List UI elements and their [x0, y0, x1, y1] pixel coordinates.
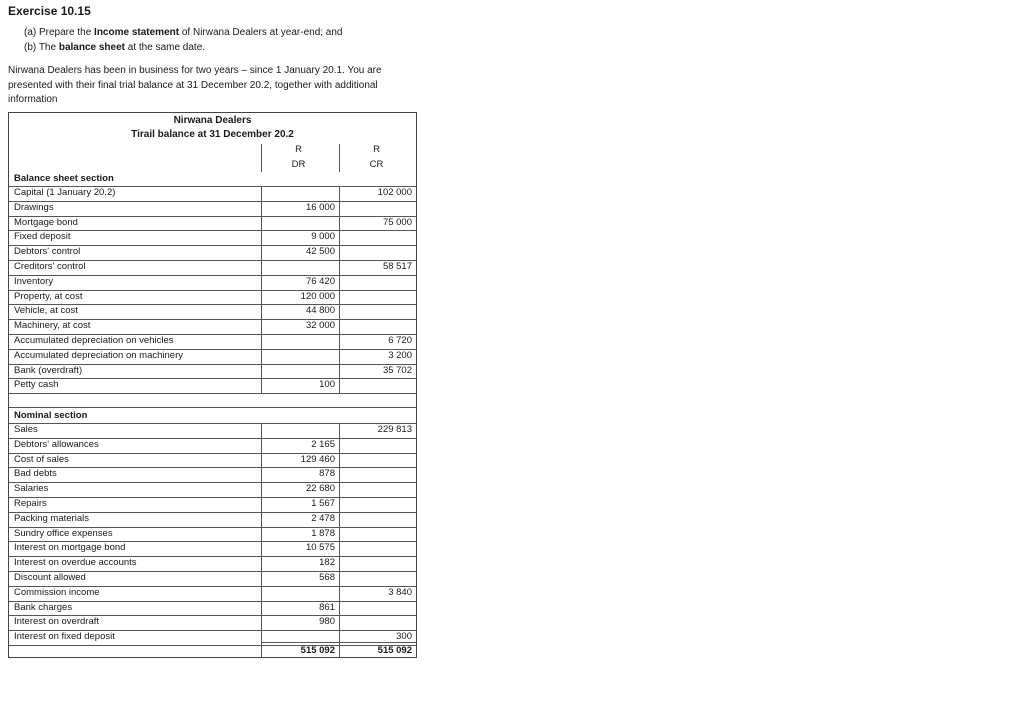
row-credit: 58 517 [382, 261, 412, 272]
col-divider-dr [261, 260, 262, 275]
table-row [9, 601, 416, 616]
row-debit: 10 575 [305, 542, 335, 554]
row-debit: 76 420 [305, 275, 335, 287]
col-divider-cr [339, 275, 340, 290]
row-credit: 3 200 [388, 349, 412, 361]
table-row [9, 319, 416, 334]
row-credit: 6 720 [388, 335, 412, 346]
table-row [9, 482, 416, 497]
row-label: Inventory [14, 275, 54, 287]
table-row [9, 541, 416, 556]
col-divider-cr [339, 571, 340, 586]
row-debit: 9 000 [311, 231, 335, 243]
row-label: Interest on overdue accounts [14, 557, 137, 569]
table-row [9, 615, 416, 630]
col-divider-dr [261, 186, 262, 201]
col-divider-cr [339, 497, 340, 512]
col-divider-cr [339, 319, 340, 334]
col-divider-cr [339, 230, 340, 245]
row-border [9, 453, 416, 454]
row-border [9, 201, 416, 202]
row-label: Debtors' control [14, 246, 81, 258]
table-row [9, 364, 416, 379]
col-divider-cr [339, 438, 340, 453]
row-label: Cost of sales [14, 453, 69, 465]
table-row [9, 186, 416, 201]
table-row [9, 467, 416, 482]
col-divider-cr [339, 541, 340, 556]
row-credit: 3 840 [388, 586, 412, 598]
row-label: Machinery, at cost [14, 320, 91, 332]
row-label: Sundry office expenses [14, 527, 113, 539]
row-debit: 129 460 [300, 453, 335, 465]
instruction-a-bold: Income statement [94, 27, 180, 38]
row-label: Mortgage bond [14, 216, 78, 228]
row-label: Creditors' control [14, 261, 86, 272]
row-label: Accumulated depreciation on vehicles [14, 335, 174, 346]
row-debit: 44 800 [305, 305, 335, 317]
table-row [9, 349, 416, 364]
col-divider-dr [261, 334, 262, 349]
col-divider-cr [339, 467, 340, 482]
exercise-title: Exercise 10.15 [8, 4, 91, 18]
row-border [9, 378, 416, 379]
instruction-b-prefix: (b) The [24, 42, 59, 53]
total-cr: 515 092 [377, 645, 412, 656]
col-divider-cr [339, 304, 340, 319]
col-divider-dr [261, 586, 262, 601]
row-label: Debtors' allowances [14, 438, 99, 450]
row-credit: 75 000 [382, 216, 412, 228]
row-debit: 100 [319, 379, 335, 391]
row-label: Sales [14, 424, 38, 435]
instruction-a-suffix: of Nirwana Dealers at year-end; and [179, 27, 343, 38]
col-divider-cr [339, 201, 340, 216]
section-separator [9, 407, 416, 408]
row-label: Accumulated depreciation on machinery [14, 349, 183, 361]
row-label: Discount allowed [14, 572, 86, 583]
row-label: Packing materials [14, 512, 89, 524]
row-label: Capital (1 January 20.2) [14, 187, 116, 198]
row-label: Salaries [14, 483, 49, 495]
col-divider-dr [261, 216, 262, 231]
row-label: Fixed deposit [14, 231, 71, 243]
row-label: Interest on fixed deposit [14, 631, 115, 643]
col-divider-cr [339, 245, 340, 260]
col-divider-cr [339, 482, 340, 497]
col-divider-cr [339, 527, 340, 542]
col-divider-cr [339, 512, 340, 527]
table-row [9, 245, 416, 260]
row-border [9, 275, 416, 276]
row-label: Drawings [14, 201, 54, 213]
col-divider-dr [261, 423, 262, 438]
row-label: Property, at cost [14, 290, 83, 302]
dr-column-header: DR [291, 159, 306, 170]
table-row [9, 216, 416, 231]
row-credit: 102 000 [377, 187, 412, 198]
table-row [9, 571, 416, 586]
table-row [9, 201, 416, 216]
header-divider-dr [261, 144, 262, 172]
instruction-a [24, 27, 343, 38]
col-divider-cr [339, 601, 340, 616]
cr-currency: R [373, 144, 380, 155]
row-label: Petty cash [14, 379, 59, 391]
cr-column-header: CR [369, 159, 384, 170]
intro-paragraph: Nirwana Dealers has been in business for two years – since 1 January 20.1. You are presented with their final trial balance at 31 December 20.2, together with additional information [8, 65, 382, 106]
row-border [9, 482, 416, 483]
company-name: Nirwana Dealers [173, 115, 252, 126]
col-divider-dr [261, 364, 262, 379]
dr-currency: R [295, 144, 302, 155]
col-divider-cr [339, 453, 340, 468]
table-row [9, 512, 416, 527]
table-row [9, 556, 416, 571]
row-debit: 42 500 [305, 246, 335, 258]
row-label: Bad debts [14, 468, 57, 480]
row-debit: 16 000 [305, 201, 335, 213]
row-label: Interest on mortgage bond [14, 542, 126, 554]
row-debit: 120 000 [300, 290, 335, 302]
row-label: Interest on overdraft [14, 616, 100, 628]
row-debit: 32 000 [305, 320, 335, 332]
table-row [9, 453, 416, 468]
table-row [9, 378, 416, 393]
row-border [9, 497, 416, 498]
row-debit: 568 [319, 572, 335, 583]
row-debit: 22 680 [305, 483, 335, 495]
header-divider-cr [339, 144, 340, 172]
row-debit: 2 478 [311, 512, 335, 524]
trial-balance-table [8, 112, 417, 658]
col-divider-cr [339, 290, 340, 305]
row-label: Bank charges [14, 601, 73, 613]
row-debit: 2 165 [311, 438, 335, 450]
instruction-b-bold: balance sheet [58, 42, 125, 53]
balance-section-title: Balance sheet section [14, 173, 114, 184]
table-row [9, 423, 416, 438]
row-border [9, 467, 416, 468]
table-row [9, 527, 416, 542]
table-row [9, 230, 416, 245]
table-row [9, 260, 416, 275]
row-credit: 35 702 [382, 364, 412, 376]
table-row [9, 497, 416, 512]
table-row [9, 290, 416, 305]
instruction-b [24, 42, 205, 53]
total-dr: 515 092 [300, 645, 335, 656]
row-debit: 980 [319, 616, 335, 628]
row-credit: 229 813 [377, 424, 412, 435]
instruction-b-suffix: at the same date. [125, 42, 206, 53]
row-label: Repairs [14, 498, 47, 509]
table-row [9, 586, 416, 601]
row-credit: 300 [396, 631, 412, 643]
col-divider-cr [339, 378, 340, 393]
row-debit: 861 [319, 601, 335, 613]
nominal-section-title: Nominal section [14, 410, 88, 421]
section-bottom-border [9, 393, 416, 394]
instruction-a-prefix: (a) Prepare the [24, 27, 95, 38]
row-label: Bank (overdraft) [14, 364, 83, 376]
row-label: Commission income [14, 586, 100, 598]
table-subtitle: Tirail balance at 31 December 20.2 [131, 129, 294, 140]
col-divider-cr [339, 615, 340, 630]
table-row [9, 334, 416, 349]
row-debit: 878 [319, 468, 335, 480]
row-debit: 182 [319, 557, 335, 569]
col-divider-dr [261, 349, 262, 364]
table-row [9, 304, 416, 319]
table-row [9, 438, 416, 453]
table-row [9, 275, 416, 290]
col-divider-cr [339, 556, 340, 571]
row-debit: 1 567 [311, 498, 335, 509]
row-debit: 1 878 [311, 527, 335, 539]
row-label: Vehicle, at cost [14, 305, 78, 317]
